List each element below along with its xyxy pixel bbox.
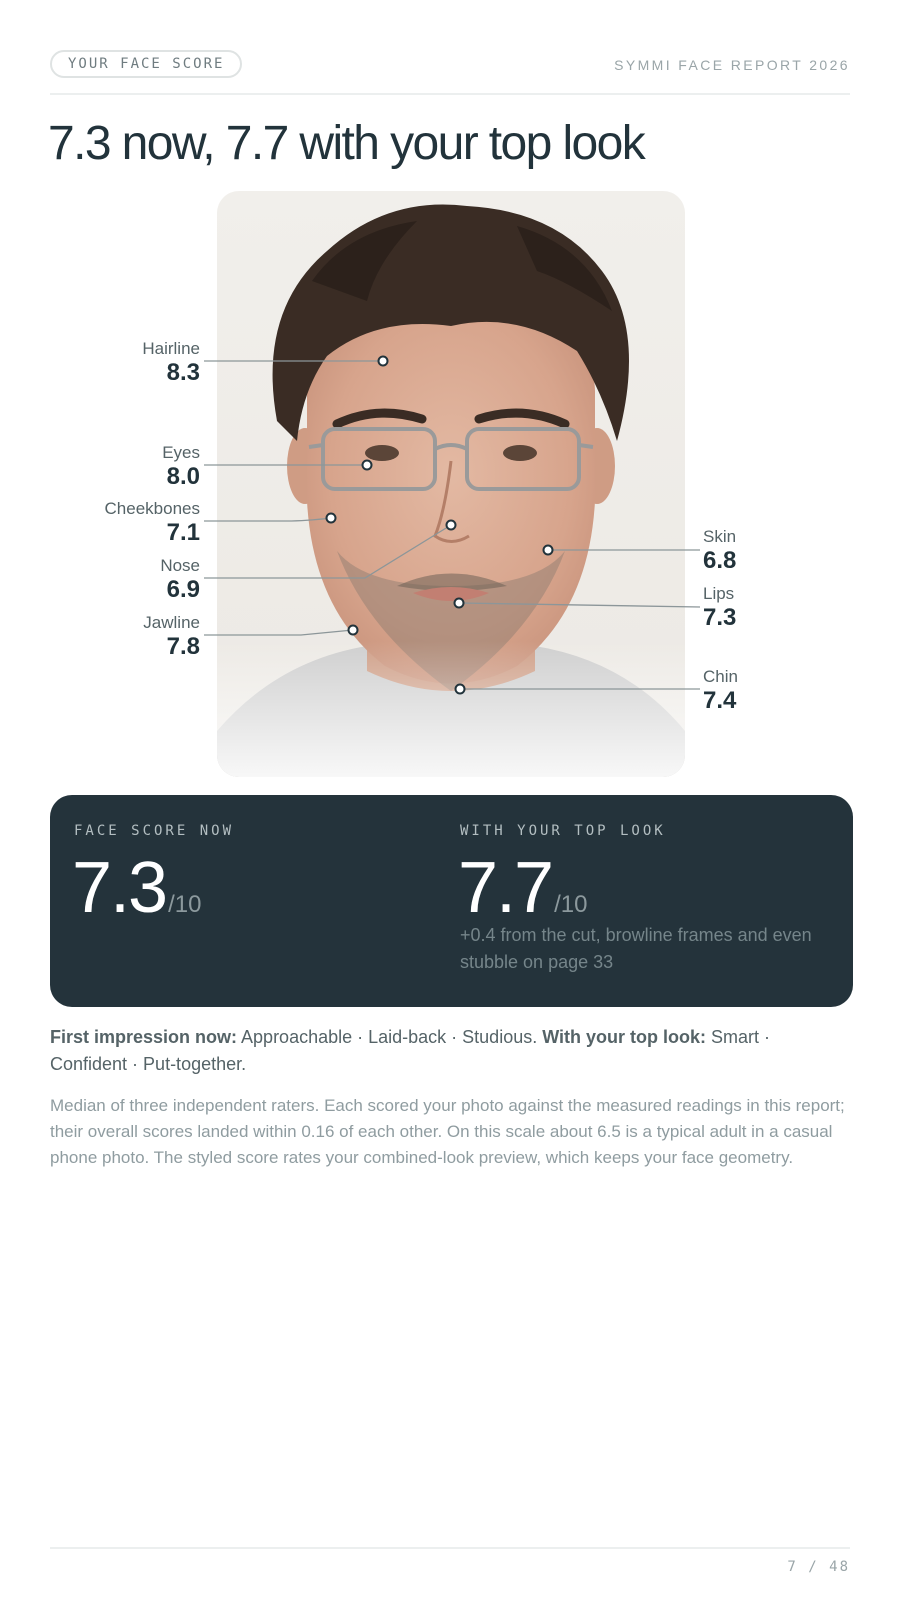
feature-eyes xyxy=(162,443,200,491)
hairline-marker xyxy=(379,357,388,366)
feature-name: Hairline xyxy=(142,339,200,358)
feature-lips xyxy=(703,584,736,632)
impression-top-text: Smart · Confident · Put-together. xyxy=(50,1027,771,1074)
methodology-note: Median of three independent raters. Each scored your photo against the measured readings in this report; their overall scores landed within 0.16 of each other. On this scale about 6.5 is a typical adult in a casual phone photo. The styled score rates your combined-look preview, which keeps your face geometry. xyxy=(50,1096,845,1167)
callout-line-nose xyxy=(204,525,451,578)
feature-name: Nose xyxy=(160,556,200,575)
feature-name: Lips xyxy=(703,584,735,603)
feature-name: Chin xyxy=(703,667,738,686)
eyes-marker xyxy=(363,461,372,470)
score-top-note: +0.4 from the cut, browline frames and even stubble on page 33 xyxy=(460,925,812,972)
first-impression xyxy=(50,1024,850,1078)
score-card xyxy=(50,795,853,1007)
lips-marker xyxy=(455,599,464,608)
page-number: 7 / 48 xyxy=(787,1559,850,1575)
impression-now-text: Approachable · Laid-back · Studious. xyxy=(237,1027,543,1047)
score-now-denominator: /10 xyxy=(168,891,202,918)
skin-marker xyxy=(544,546,553,555)
feature-score: 7.4 xyxy=(703,687,737,714)
feature-score: 6.9 xyxy=(166,576,200,603)
score-top xyxy=(458,847,587,929)
feature-chin xyxy=(703,667,738,715)
page-title: 7.3 now, 7.7 with your top look xyxy=(48,117,645,170)
score-now-caption: FACE SCORE NOW xyxy=(74,823,235,839)
impression-top-label: With your top look: xyxy=(542,1027,707,1047)
feature-skin xyxy=(703,527,736,575)
cheekbones-marker xyxy=(327,514,336,523)
callout-line-cheekbones xyxy=(204,518,331,521)
feature-name: Jawline xyxy=(143,613,200,632)
jawline-marker xyxy=(349,626,358,635)
feature-jawline xyxy=(143,613,200,661)
callout-line-lips xyxy=(459,603,700,607)
score-top-caption: WITH YOUR TOP LOOK xyxy=(460,823,666,839)
callout-line-jawline xyxy=(204,630,353,635)
feature-score: 7.8 xyxy=(166,633,200,660)
chin-marker xyxy=(456,685,465,694)
impression-now-label: First impression now: xyxy=(50,1027,238,1047)
score-now xyxy=(72,847,201,929)
section-pill: YOUR FACE SCORE xyxy=(50,50,242,78)
feature-name: Eyes xyxy=(162,443,200,462)
feature-name: Cheekbones xyxy=(104,499,200,518)
feature-hairline xyxy=(142,339,200,387)
nose-marker xyxy=(447,521,456,530)
feature-score: 8.3 xyxy=(166,359,200,386)
score-top-value: 7.7 xyxy=(458,848,553,928)
feature-score: 7.3 xyxy=(703,604,737,631)
score-top-denominator: /10 xyxy=(554,891,588,918)
feature-nose xyxy=(160,556,200,604)
score-now-value: 7.3 xyxy=(72,848,167,928)
feature-score: 6.8 xyxy=(703,547,737,574)
report-brand: SYMMI FACE REPORT 2026 xyxy=(614,57,850,73)
feature-score: 7.1 xyxy=(166,519,200,546)
feature-name: Skin xyxy=(703,527,737,546)
feature-cheekbones xyxy=(105,499,200,547)
feature-score: 8.0 xyxy=(166,463,200,490)
footer-divider xyxy=(50,1547,850,1549)
